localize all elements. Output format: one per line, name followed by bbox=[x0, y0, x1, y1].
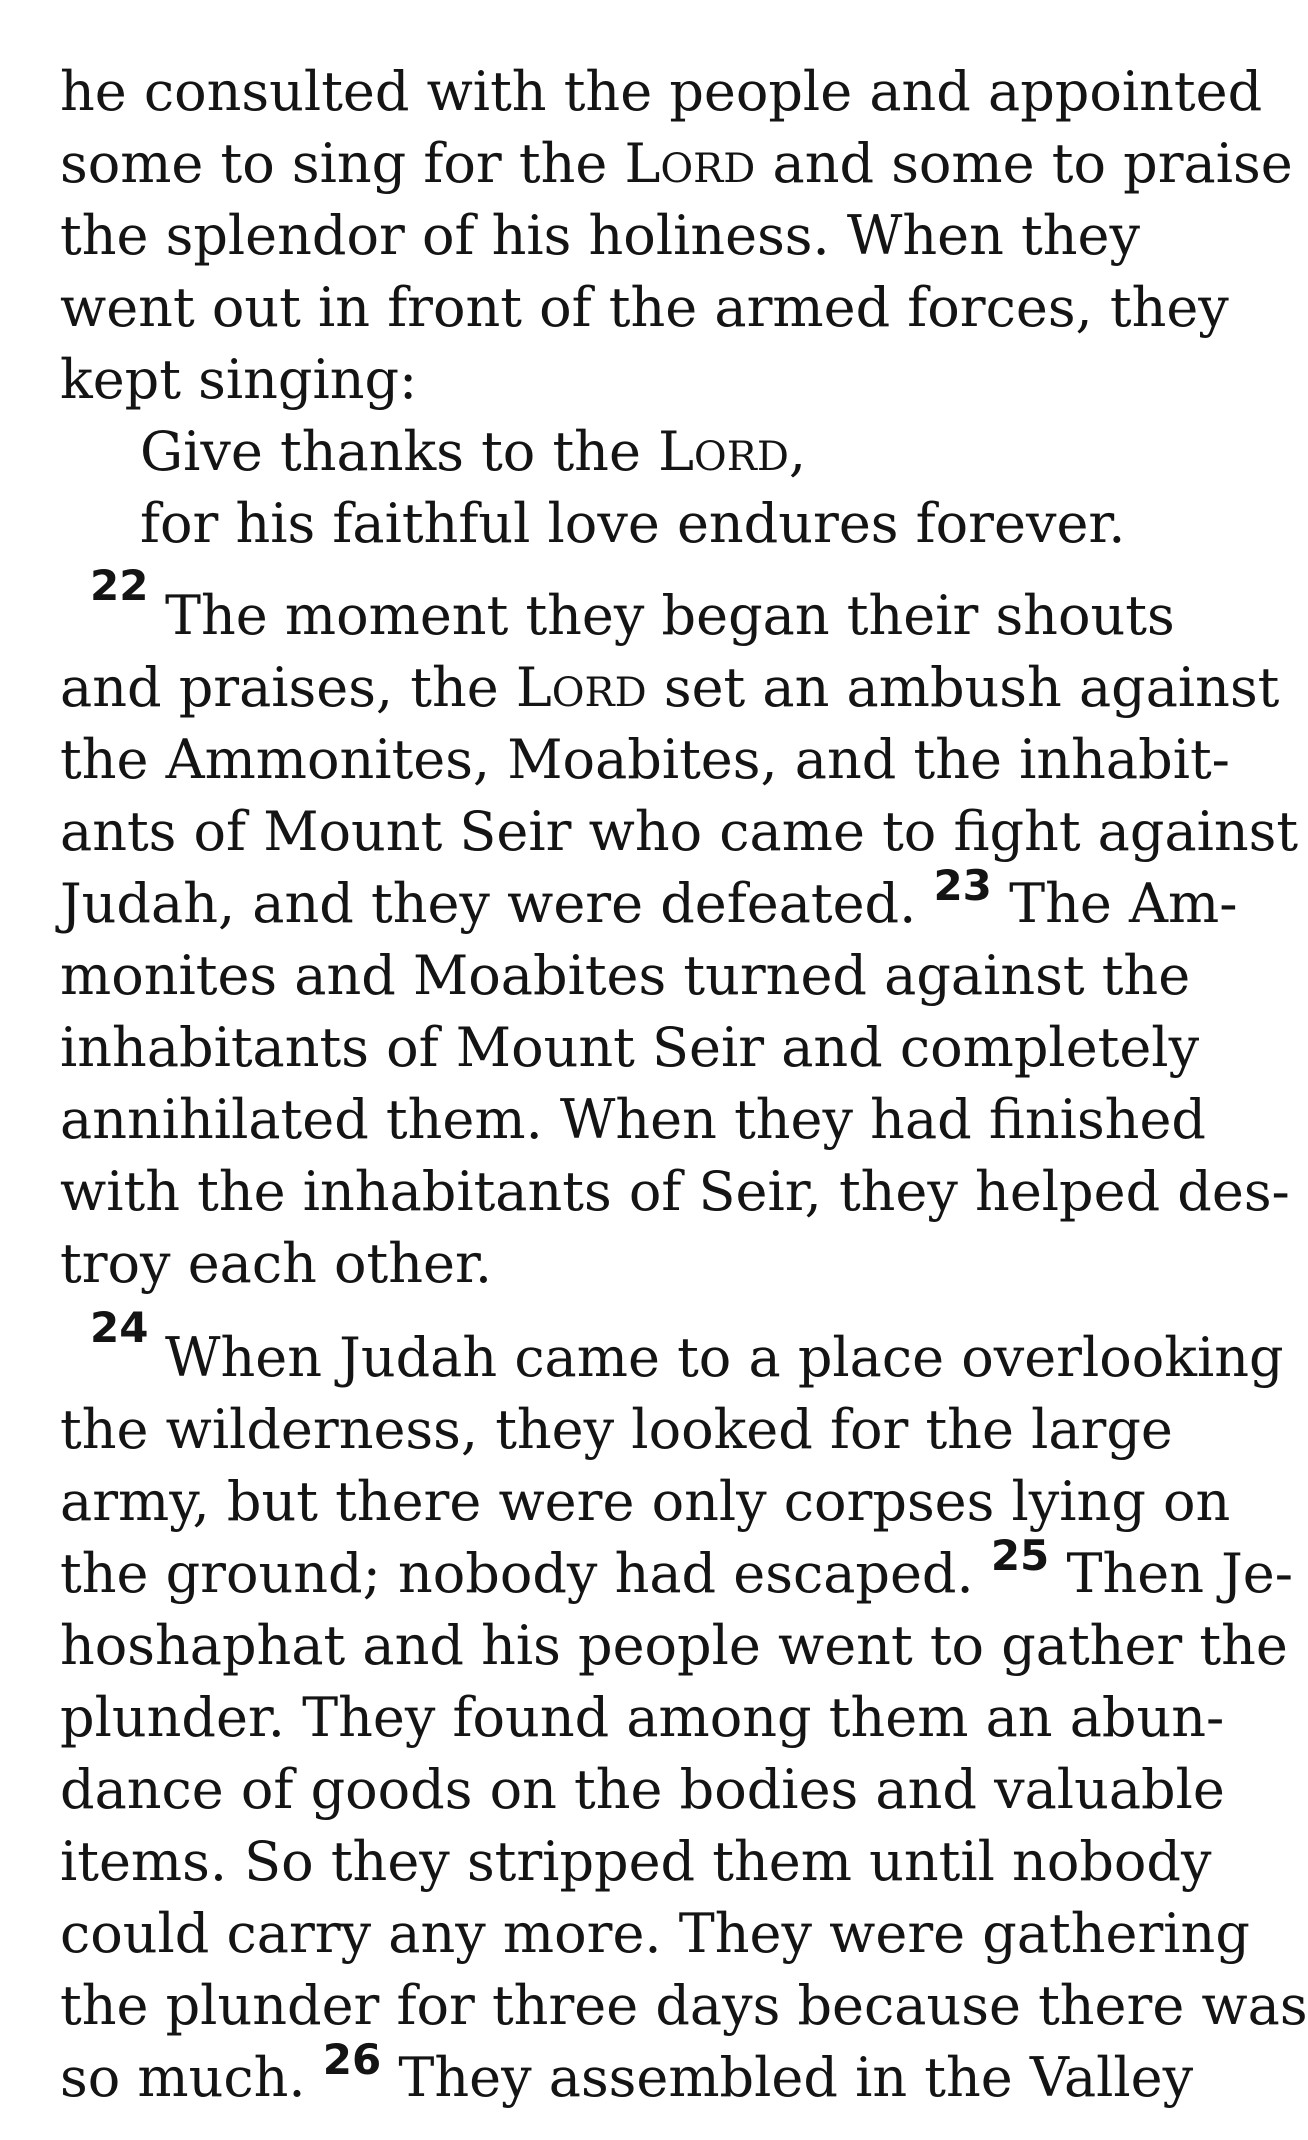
text-line bbox=[60, 128, 1293, 200]
line-text: dance of goods on the bodies and valuable bbox=[60, 1758, 1225, 1821]
text-line bbox=[60, 940, 1212, 1012]
line-text: the plunder for three days because there was bbox=[60, 1974, 1308, 2037]
line-text: , bbox=[788, 420, 807, 483]
line-text: set an ambush against bbox=[646, 656, 1280, 719]
text-line bbox=[60, 652, 1280, 724]
line-text: The Am- bbox=[991, 872, 1238, 935]
text-line bbox=[60, 1394, 1212, 1466]
text-line bbox=[60, 724, 1230, 796]
lord-rest: ORD bbox=[660, 146, 756, 192]
line-text: so much. bbox=[60, 2046, 323, 2109]
text-line bbox=[60, 796, 1299, 868]
text-line bbox=[60, 200, 1212, 272]
line-text: for his faithful love endures forever. bbox=[140, 492, 1126, 555]
verse-number-23: 23 bbox=[933, 861, 992, 910]
text-line bbox=[60, 1156, 1290, 1228]
text-line bbox=[60, 272, 1229, 344]
lord-small-caps bbox=[625, 132, 756, 195]
line-text: hoshaphat and his people went to gather the bbox=[60, 1614, 1288, 1677]
text-line bbox=[60, 1610, 1288, 1682]
line-text: Give thanks to the bbox=[140, 420, 659, 483]
lord-initial: L bbox=[624, 132, 661, 195]
text-line bbox=[60, 1084, 1212, 1156]
verse-22-line-1 bbox=[90, 561, 1212, 652]
text-line bbox=[60, 344, 1212, 416]
line-text: he consulted with the people and appointed bbox=[60, 60, 1263, 123]
line-text: the splendor of his holiness. When they bbox=[60, 204, 1140, 267]
line-text: kept singing: bbox=[60, 348, 418, 411]
line-text: and praises, the bbox=[60, 656, 516, 719]
text-line bbox=[60, 1012, 1212, 1084]
poetry-line bbox=[140, 416, 1212, 488]
line-text: annihilated them. When they had finished bbox=[60, 1088, 1206, 1151]
line-text: items. So they stripped them until nobody bbox=[60, 1830, 1212, 1893]
text-line bbox=[60, 1826, 1212, 1898]
line-text: Judah, and they were defeated. bbox=[60, 872, 934, 935]
line-text: the ground; nobody had escaped. bbox=[60, 1542, 991, 1605]
line-text: and some to praise bbox=[755, 132, 1293, 195]
text-line bbox=[60, 1970, 1308, 2042]
text-line bbox=[60, 2035, 1212, 2114]
line-text: monites and Moabites turned against the bbox=[60, 944, 1191, 1007]
verse-24-line-1 bbox=[90, 1303, 1284, 1394]
line-text: plunder. They found among them an abun- bbox=[60, 1686, 1225, 1749]
lord-rest: ORD bbox=[693, 434, 789, 480]
lord-small-caps bbox=[516, 656, 647, 719]
poetry-line bbox=[140, 488, 1212, 560]
lord-initial: L bbox=[658, 420, 694, 483]
line-text: They assembled in the Valley bbox=[381, 2046, 1194, 2109]
lord-small-caps bbox=[658, 420, 789, 483]
verse-number-24: 24 bbox=[90, 1303, 149, 1352]
text-line bbox=[60, 1754, 1225, 1826]
text-line bbox=[60, 1466, 1231, 1538]
line-text: When Judah came to a place overlooking bbox=[165, 1326, 1284, 1389]
verse-number-25: 25 bbox=[990, 1531, 1050, 1580]
line-text: could carry any more. They were gathering bbox=[60, 1902, 1250, 1965]
lord-initial: L bbox=[515, 656, 552, 719]
line-text: Then Je- bbox=[1049, 1542, 1293, 1605]
line-text: troy each other. bbox=[60, 1232, 493, 1295]
text-line bbox=[60, 1898, 1250, 1970]
text-line bbox=[60, 1531, 1293, 1610]
line-text: ants of Mount Seir who came to fight against bbox=[60, 800, 1299, 863]
line-text: the Ammonites, Moabites, and the inhabit- bbox=[60, 728, 1230, 791]
text-line bbox=[60, 1228, 1212, 1300]
text-line bbox=[60, 861, 1238, 940]
line-text: The moment they began their shouts bbox=[165, 584, 1175, 647]
verse-number-26: 26 bbox=[322, 2035, 382, 2084]
text-line bbox=[60, 1682, 1225, 1754]
text-line bbox=[60, 56, 1263, 128]
line-text: went out in front of the armed forces, they bbox=[60, 276, 1229, 339]
line-text: army, but there were only corpses lying on bbox=[60, 1470, 1231, 1533]
line-text: the wilderness, they looked for the large bbox=[60, 1398, 1173, 1461]
line-text: some to sing for the bbox=[60, 132, 625, 195]
lord-rest: ORD bbox=[551, 670, 647, 716]
verse-number-22: 22 bbox=[90, 561, 149, 610]
line-text: with the inhabitants of Seir, they helped des- bbox=[60, 1160, 1290, 1223]
line-text: inhabitants of Mount Seir and completely bbox=[60, 1016, 1200, 1079]
